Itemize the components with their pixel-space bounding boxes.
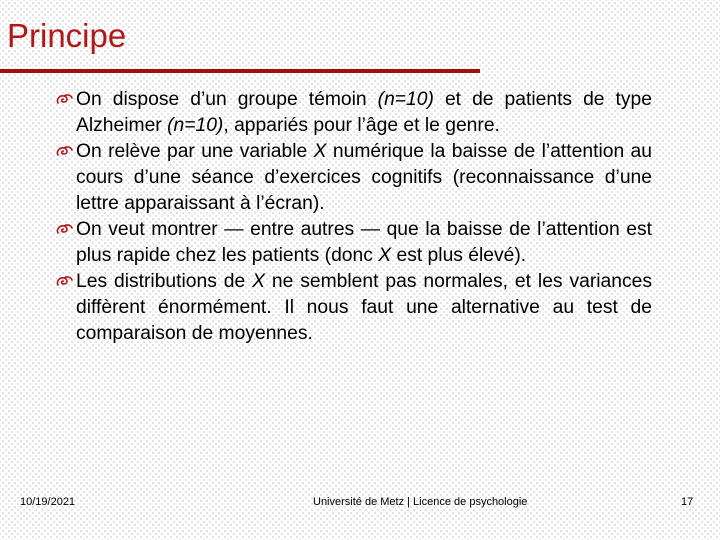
bullet-item [55,217,652,269]
bullet-text-segment: On veut montrer — entre autres — que la baisse de l’attention est plus rapide chez les patients (donc [76,219,652,266]
bullet-item [55,87,652,139]
bullet-text-segment: ne semblent pas normales, et les variances diffèrent énormément. Il nous faut une alternative au test de comparaison de moyennes. [76,271,652,344]
swirl-bullet-icon [55,274,73,290]
bullet-item [55,139,652,217]
bullet-text [76,219,652,266]
footer-institution: Université de Metz | Licence de psychologie [313,496,528,508]
bullet-item [55,269,652,347]
bullet-text-italic-segment: (n=10) [377,89,434,110]
swirl-bullet-icon [55,222,73,238]
bullet-text-italic-segment: (n=10) [167,115,224,136]
title-underline [0,69,480,73]
bullet-text-italic-segment: X [252,271,265,292]
bullet-text [76,141,652,214]
swirl-bullet-icon [55,92,73,108]
slide-title: Principe [7,17,127,54]
swirl-bullet-icon [55,144,73,160]
footer-date: 10/19/2021 [20,496,76,508]
bullet-text [76,89,652,136]
bullet-text-segment: est plus élevé). [391,245,527,266]
page-number: 17 [681,496,694,508]
bullet-text-italic-segment: X [313,141,327,162]
bullet-text-segment: , appariés pour l’âge et le genre. [223,115,500,136]
bullet-text-segment: On dispose d’un groupe témoin [76,89,378,110]
bullet-text-segment: et de patients de type Alzheimer [76,89,652,136]
bullet-text-segment: Les distributions de [76,271,253,292]
bullet-text-segment: On relève par une variable [76,141,314,162]
bullet-text-segment: numérique la baisse de l’attention au cours d’une séance d’exercices cognitifs (reconnaissance d’une lettre apparaissant à l’écran). [76,141,652,214]
bullet-list [55,87,652,347]
bullet-text-italic-segment: X [378,245,392,266]
bullet-text [76,271,652,344]
